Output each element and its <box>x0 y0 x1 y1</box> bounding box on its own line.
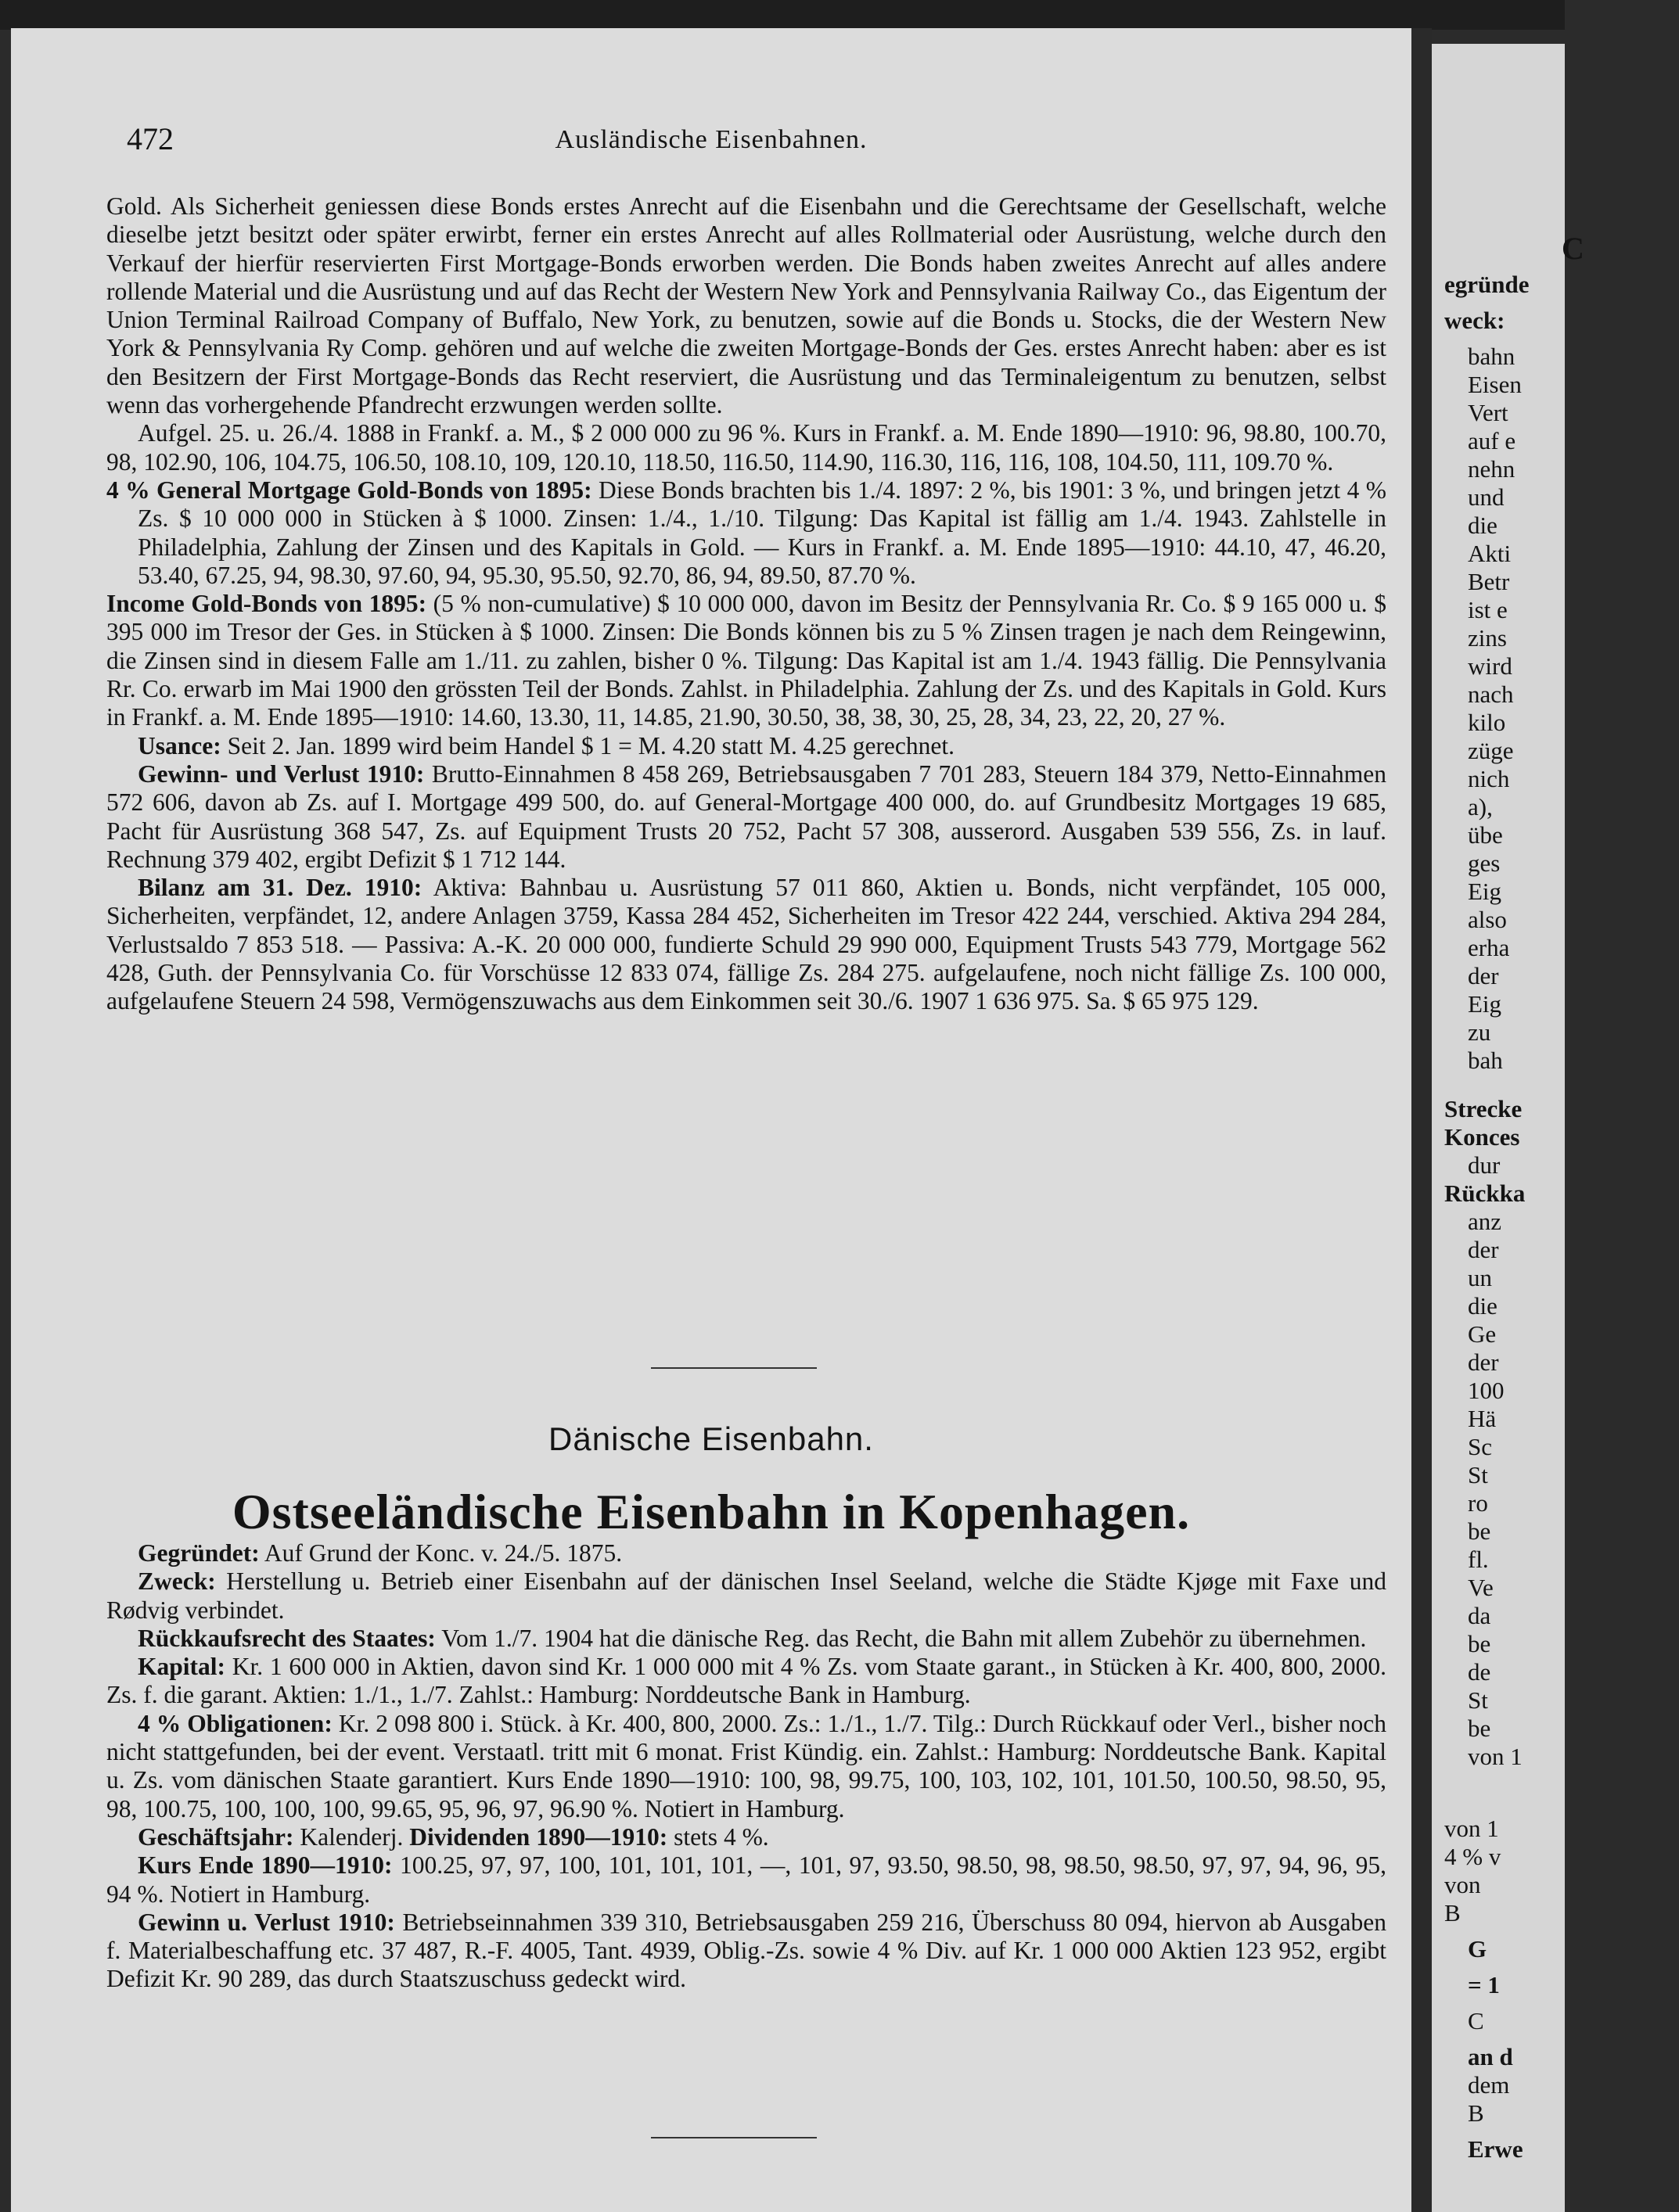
entry-gewinn-verlust <box>106 1909 1386 1994</box>
entry-label-dividenden: Dividenden 1890—1910: <box>409 1822 668 1851</box>
next-page-fragment: ro <box>1468 1489 1488 1517</box>
entry-text: 100.25, 97, 97, 100, 101, 101, 101, —, 101, 97, 93.50, 98.50, 98, 98.50, 98.50, 97, 97, 94, 96, 95, 94 %. Notiert in Hamburg. <box>106 1851 1387 1908</box>
next-page-fragment: Strecke <box>1444 1095 1523 1122</box>
gewinn-verlust-label: Gewinn- und Verlust 1910: <box>138 759 425 788</box>
next-page-fragment: übe <box>1468 821 1503 849</box>
next-page-fragment: Vert <box>1468 399 1508 426</box>
next-page-fragment: B <box>1468 2099 1484 2127</box>
continuation-paragraph: Gold. Als Sicherheit geniessen diese Bonds erstes Anrecht auf die Eisenbahn und die Gerechtsame der Gesellschaft, welche dieselbe jetzt besitzt oder später erwirbt, ferner ein erstes Anrecht auf alles Rollmaterial oder Ausrüstung, welche durch den Verkauf der hierfür reservierten First Mortgage-Bonds erworben werden. Die Bonds haben zweites Anrecht auf alles andere rollende Material und die Ausrüstung und auf das Recht der Western New York and Pennsylvania Railway Co., das Eigentum der Union Terminal Railroad Company of Buffalo, New York, zu benutzen, sowie auf die Bonds u. Stocks, die der Western New York & Pennsylvania Ry Comp. gehören und auf welche die zweiten Mortgage-Bonds der Ges. erstes Anrecht haben: aber es ist den Besitzern der First Mortgage-Bonds das Recht reserviert, die Ausrüstung und das Terminaleigentum zu benutzen, selbst wenn das vorhergehende Pfandrecht erzwungen werden sollte. <box>106 192 1386 419</box>
next-page-fragment: also <box>1468 906 1507 933</box>
entry-obligationen <box>106 1710 1386 1823</box>
next-page-fragment: bahn <box>1468 343 1515 370</box>
bilanz-paragraph <box>106 874 1386 1015</box>
entry-label: Kapital: <box>138 1653 226 1681</box>
next-page-fragment: Akti <box>1468 540 1512 567</box>
next-page-fragment: zu <box>1468 1018 1491 1046</box>
next-page-fragment: ges <box>1468 849 1501 877</box>
next-page-fragment: ist e <box>1468 596 1508 623</box>
next-page-fragment: auf e <box>1468 427 1516 454</box>
entry-zweck <box>106 1567 1386 1625</box>
next-page-fragment: Ge <box>1468 1320 1497 1348</box>
running-title: Ausländische Eisenbahnen. <box>555 125 868 154</box>
next-page-fragment: be <box>1468 1517 1491 1545</box>
general-mortgage-paragraph <box>106 476 1386 590</box>
next-page-fragment: weck: <box>1444 307 1505 334</box>
page-472 <box>11 28 1411 2212</box>
next-page-fragment: B <box>1444 1899 1461 1927</box>
gewinn-verlust-text: Brutto-Einnahmen 8 458 269, Betriebsausgaben 7 701 283, Steuern 184 379, Netto-Einnahmen 572 606, davon ab Zs. auf I. Mortgage 499 500, do. auf General-Mortgage 400 000, do. auf Grundbesitz Mortgages 19 685, Pacht für Ausrüstung 368 547, Zs. auf Equipment Trusts 20 752, Pacht 57 308, ausserord. Ausgaben 539 556, Zs. in lauf. Rechnung 379 402, ergibt Defizit $ 1 712 144. <box>106 759 1387 873</box>
next-page-fragment: der <box>1468 962 1499 989</box>
next-page-fragment: an d <box>1468 2043 1513 2070</box>
scan-top-band <box>0 0 1565 30</box>
entry-text-dividenden: stets 4 %. <box>674 1822 769 1851</box>
next-page-fragment: wird <box>1468 652 1512 680</box>
entry-label: Geschäftsjahr: <box>138 1822 294 1851</box>
entry-kapital <box>106 1653 1386 1710</box>
bilanz-label: Bilanz am 31. Dez. 1910: <box>138 874 422 902</box>
next-page-fragment: nich <box>1468 765 1510 792</box>
next-page-fragment: erha <box>1468 934 1510 961</box>
next-page-fragment: Erwe <box>1468 2135 1523 2163</box>
income-bonds-paragraph <box>106 590 1386 731</box>
next-page-fragment: C <box>1468 2007 1484 2034</box>
next-page-fragment: Eig <box>1468 878 1502 905</box>
entry-text: Auf Grund der Konc. v. 24./5. 1875. <box>264 1539 623 1567</box>
next-page-fragment: und <box>1468 483 1505 511</box>
next-page-fragment: die <box>1468 512 1497 539</box>
next-page-fragment: da <box>1468 1602 1491 1629</box>
next-page-fragment: die <box>1468 1292 1497 1320</box>
next-page-fragment: Konces <box>1444 1123 1520 1151</box>
next-page-fragment: nehn <box>1468 455 1515 483</box>
next-page-fragment: 100 <box>1468 1377 1505 1404</box>
entry-label: Gegründet: <box>138 1539 260 1567</box>
next-page-fragment: der <box>1468 1348 1499 1376</box>
next-page-fragment: fl. <box>1468 1546 1489 1573</box>
company-title: Ostseeländische Eisenbahn in Kopenhagen. <box>232 1484 1191 1539</box>
next-page-fragment: züge <box>1468 737 1514 764</box>
next-page-fragment: von 1 <box>1444 1815 1499 1842</box>
page-number: 472 <box>127 121 174 156</box>
next-page-fragment: Sc <box>1468 1433 1492 1460</box>
next-page-fragment: von 1 <box>1468 1743 1523 1770</box>
next-page-fragment: un <box>1468 1264 1492 1291</box>
next-page-fragment: Betr <box>1468 568 1510 595</box>
entry-text: Kr. 2 098 800 i. Stück. à Kr. 400, 800, 2000. Zs.: 1./1., 1./7. Tilg.: Durch Rückkauf oder Verl., bisher noch nicht stattgefunden, bei der event. Verstaatl. tritt mit 6 monat. Frist Kündig. ein. Zahlst.: Hamburg: Norddeutsche Bank. Kapital u. Zs. vom dänischen Staate garantiert. Kurs Ende 1890—1910: 100, 98, 99.75, 100, 103, 102, 101, 101.50, 100.50, 98.50, 95, 98, 100.75, 100, 100, 100, 99.65, 95, 96, 97, 96.90 %. Notiert in Hamburg. <box>106 1709 1387 1822</box>
next-page-fragment: dem <box>1468 2071 1510 2099</box>
next-page-fragment: G <box>1468 1935 1487 1962</box>
next-page-fragment: anz <box>1468 1208 1502 1235</box>
next-page-fragment: von <box>1444 1871 1481 1898</box>
entry-label: Rückkaufsrecht des Staates: <box>138 1624 436 1652</box>
entry-gegruendet <box>106 1539 1386 1567</box>
next-page-fragment: be <box>1468 1715 1491 1742</box>
next-page-edge <box>1432 44 1584 2212</box>
usance-text: Seit 2. Jan. 1899 wird beim Handel $ 1 = M. 4.20 statt M. 4.25 gerechnet. <box>227 731 955 759</box>
usance-label: Usance: <box>138 731 221 759</box>
next-page-fragment: Rückka <box>1444 1180 1526 1207</box>
next-page-fragment: Ve <box>1468 1574 1494 1601</box>
next-page-fragment: zins <box>1468 624 1507 652</box>
entry-label: Zweck: <box>138 1567 216 1596</box>
next-page-fragment: Eisen <box>1468 371 1522 398</box>
next-page-fragment: = 1 <box>1468 1971 1500 1998</box>
income-bonds-text: (5 % non-cumulative) $ 10 000 000, davon im Besitz der Pennsylvania Rr. Co. $ 9 165 000 u. $ 395 000 im Tresor der Ges. in Stücken à $ 1000. Zinsen: Die Bonds können bis zu 5 % Zinsen tragen je nach dem Reingewinn, die Zinsen sind in diesem Falle am 1./11. zu zahlen, bisher 0 %. Tilgung: Das Kapital ist am 1./4. 1943 fällig. Die Pennsylvania Rr. Co. erwarb im Mai 1900 den grössten Teil der Bonds. Zahlst. in Philadelphia. Zahlung der Zs. und des Kapitals in Gold. Kurs in Frankf. a. M. Ende 1895—1910: 14.60, 13.30, 11, 14.85, 21.90, 30.50, 38, 38, 30, 25, 28, 34, 23, 22, 20, 27 %. <box>106 590 1386 731</box>
next-page-fragment: St <box>1468 1461 1488 1488</box>
next-page-fragment: be <box>1468 1630 1491 1657</box>
section-title: Dänische Eisenbahn. <box>548 1420 874 1457</box>
entry-label: 4 % Obligationen: <box>138 1709 333 1737</box>
next-page-fragment: de <box>1468 1658 1491 1686</box>
next-page-fragment: C <box>1562 231 1584 266</box>
gewinn-verlust-paragraph <box>106 760 1386 874</box>
income-bonds-label: Income Gold-Bonds von 1895: <box>106 590 427 618</box>
entry-text: Kalenderj. <box>300 1822 404 1851</box>
book-gutter <box>1411 28 1432 2212</box>
section-divider-rule <box>651 1367 817 1369</box>
entry-text: Vom 1./7. 1904 hat die dänische Reg. das Recht, die Bahn mit allem Zubehör zu übernehmen. <box>441 1624 1367 1652</box>
usance-paragraph <box>106 732 1386 760</box>
entry-rueckkaufsrecht <box>106 1625 1386 1653</box>
next-page-fragment: kilo <box>1468 709 1506 736</box>
entry-label: Gewinn u. Verlust 1910: <box>138 1908 395 1936</box>
body-text-company <box>106 1539 1386 1994</box>
entry-geschaeftsjahr <box>106 1823 1386 1851</box>
next-page-fragment: nach <box>1468 680 1514 708</box>
general-mortgage-label: 4 % General Mortgage Gold-Bonds von 1895: <box>106 476 592 504</box>
aufgelegt-paragraph: Aufgel. 25. u. 26./4. 1888 in Frankf. a. M., $ 2 000 000 zu 96 %. Kurs in Frankf. a. M. Ende 1890—1910: 96, 98.80, 100.70, 98, 102.90, 106, 104.75, 106.50, 108.10, 109, 120.10, 118.50, 116.50, 114.90, 116.30, 116, 116, 108, 104.50, 111, 109.70 %. <box>106 419 1386 476</box>
entry-text: Betriebseinnahmen 339 310, Betriebsausgaben 259 216, Überschuss 80 094, hiervon ab Ausgaben f. Materialbeschaffung etc. 37 487, R.-F. 4005, Tant. 4939, Oblig.-Zs. sowie 4 % Div. auf Kr. 1 000 000 Aktien 123 952, ergibt Defizit Kr. 90 289, das durch Staatszuschuss gedeckt wird. <box>106 1908 1386 1993</box>
next-page-fragment: a), <box>1468 793 1493 821</box>
entry-label: Kurs Ende 1890—1910: <box>138 1851 393 1880</box>
next-page-fragment: Hä <box>1468 1405 1497 1432</box>
bilanz-text: Aktiva: Bahnbau u. Ausrüstung 57 011 860, Aktien u. Bonds, nicht verpfändet, 105 000, Sicherheiten, verpfändet, 12, andere Anlagen 3759, Kassa 284 452, Sicherheiten im Tresor 422 244, verschied. Aktiva 294 284, Verlustsaldo 7 853 518. — Passiva: A.-K. 20 000 000, fundierte Schuld 29 990 000, Equipment Trusts 543 779, Mortgage 562 428, Guth. der Pennsylvania Co. für Vorschüsse 12 833 074, fällige Zs. 284 275. aufgelaufene, noch nicht fällige Zs. 100 000, aufgelaufene Steuern 24 598, Vermögenszuwachs aus dem Einkommen seit 30./6. 1907 1 636 975. Sa. $ 65 975 129. <box>106 874 1386 1015</box>
next-page-fragment: 4 % v <box>1444 1843 1501 1870</box>
next-page-fragment: der <box>1468 1236 1499 1263</box>
entry-text: Herstellung u. Betrieb einer Eisenbahn auf der dänischen Insel Seeland, welche die Städte Kjøge mit Faxe und Rødvig verbindet. <box>106 1567 1386 1624</box>
end-divider-rule <box>651 2137 817 2138</box>
next-page-fragment: Eig <box>1468 990 1502 1018</box>
entry-text: Kr. 1 600 000 in Aktien, davon sind Kr. 1 000 000 mit 4 % Zs. vom Staate garant., in Stücken à Kr. 400, 800, 2000. Zs. f. die garant. Aktien: 1./1., 1./7. Zahlst.: Hamburg: Norddeutsche Bank in Hamburg. <box>106 1653 1387 1709</box>
entry-kurs <box>106 1851 1386 1909</box>
general-mortgage-text: Diese Bonds brachten bis 1./4. 1897: 2 %, bis 1901: 3 %, und bringen jetzt 4 % Zs. $ 10 000 000 in Stücken à $ 1000. Zinsen: 1./4., 1./10. Tilgung: Das Kapital ist fällig am 1./4. 1943. Zahlstelle in Philadelphia, Zahlung der Zinsen und des Kapitals in Gold. — Kurs in Frankf. a. M. Ende 1895—1910: 44.10, 47, 46.20, 53.40, 67.25, 94, 98.30, 97.60, 94, 95.30, 95.50, 92.70, 86, 94, 89.50, 87.70 %. <box>138 476 1386 589</box>
next-page-fragment: egründe <box>1444 271 1530 298</box>
next-page-fragment: bah <box>1468 1047 1503 1074</box>
next-page-fragment: St <box>1468 1686 1488 1714</box>
body-text-upper <box>106 192 1386 1016</box>
next-page-fragment: dur <box>1468 1151 1501 1179</box>
